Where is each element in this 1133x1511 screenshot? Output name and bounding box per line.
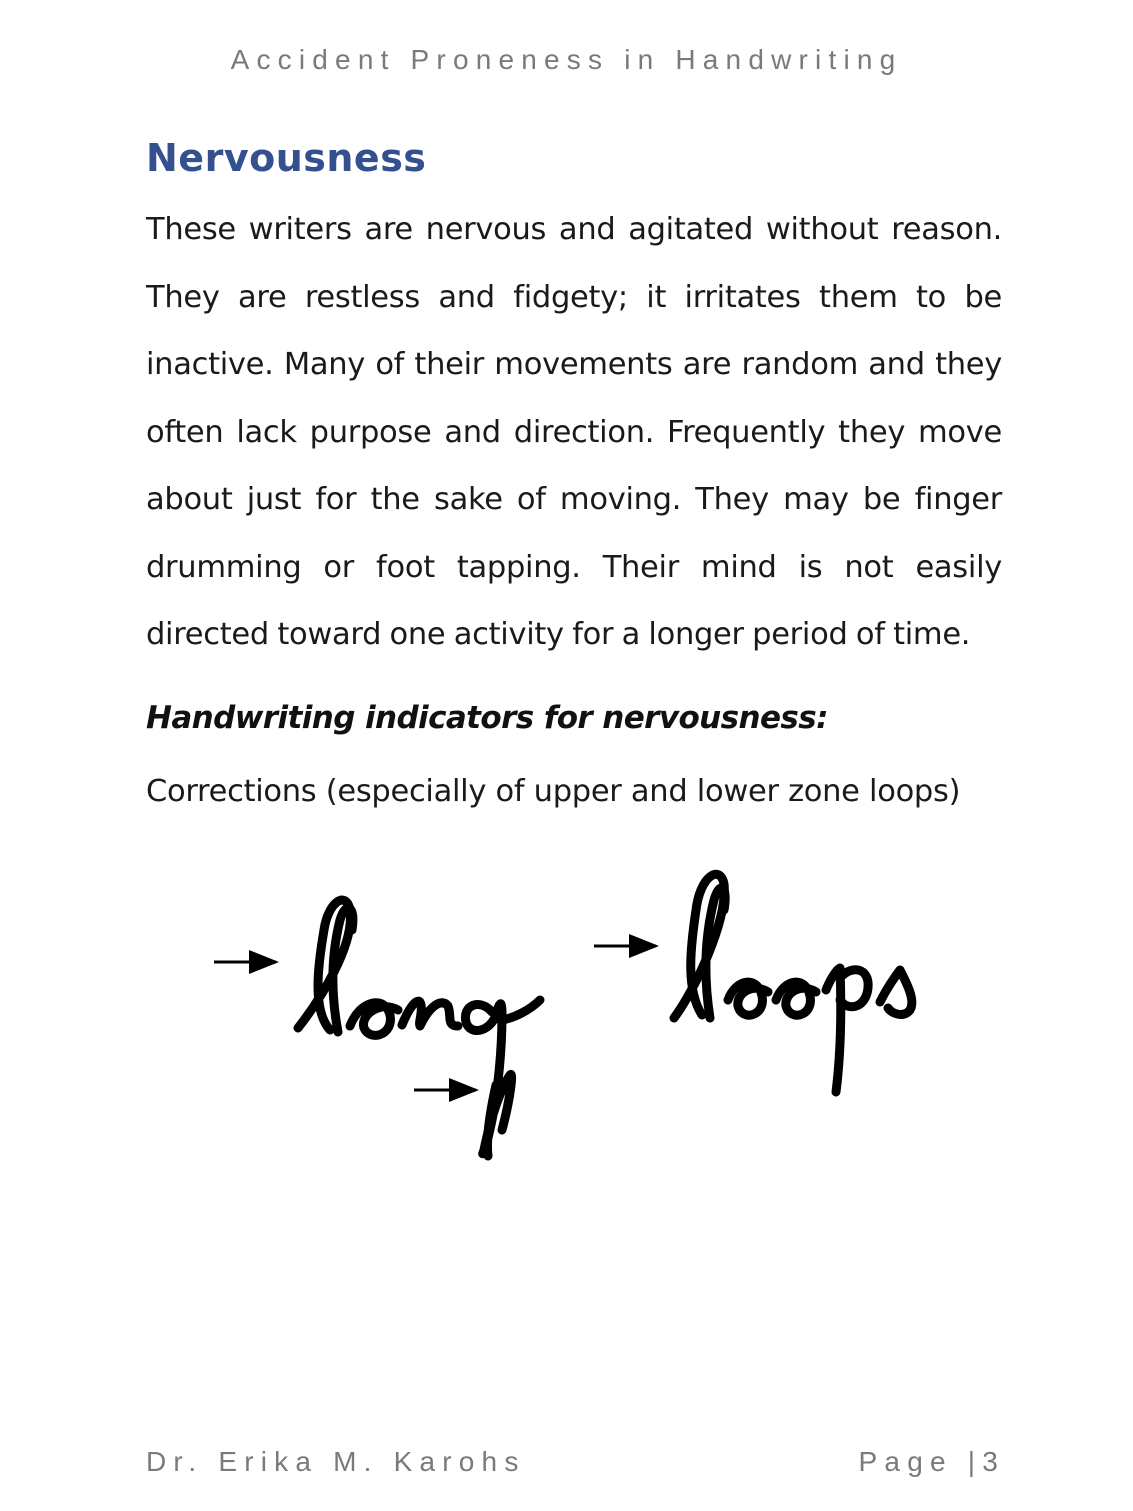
handwriting-sample-image xyxy=(180,850,980,1190)
indicator-item: Corrections (especially of upper and lower zone loops) xyxy=(146,774,961,809)
footer-page-number xyxy=(859,1446,1005,1478)
page-separator: | xyxy=(967,1446,983,1477)
indicators-heading: Handwriting indicators for nervousness: xyxy=(146,700,828,736)
page-number: 3 xyxy=(982,1446,1005,1477)
handwritten-word-loops xyxy=(674,874,912,1092)
handwritten-word-long xyxy=(298,900,540,1156)
footer-author: Dr. Erika M. Karohs xyxy=(146,1446,526,1477)
body-paragraph: These writers are nervous and agitated without reason. They are restless and fidgety; it irritates them to be inactive. Many of their movements are random and they often lack purpose and direction. Frequently they move about just for the sake of moving. They may be finger drumming or foot tapping. Their mind is not easily directed toward one activity for a longer period of time. xyxy=(146,212,1002,652)
page-label: Page xyxy=(858,1446,953,1477)
running-header: Accident Proneness in Handwriting xyxy=(230,44,903,75)
section-title: Nervousness xyxy=(146,136,427,180)
